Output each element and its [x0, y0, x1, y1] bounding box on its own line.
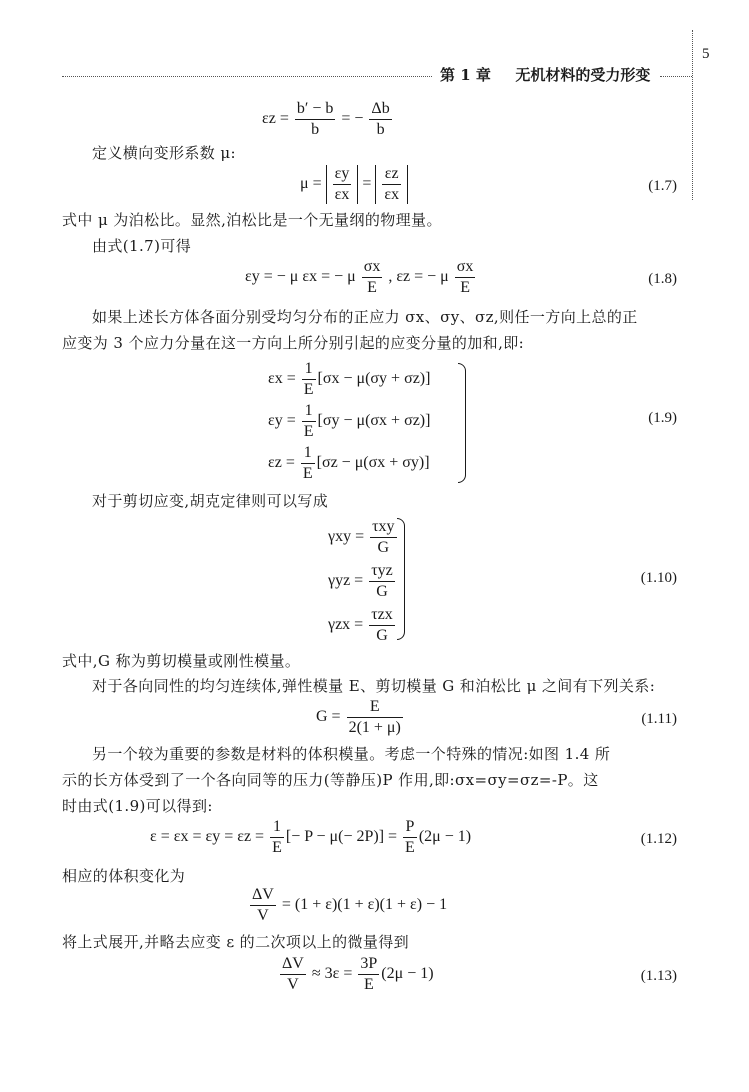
- equation-1-7: μ = $\frac{\varepsilon y}{\varepsilon x}$ = $\frac{\varepsilon z}{\varepsilon x}$: [300, 165, 408, 204]
- equation-1-8: εy = − μ εx = − μ $\frac{\sigma x}{E}$ , εz = − μ $\frac{\sigma x}{E}$: [245, 258, 474, 296]
- paragraph-text: 对于各向同性的均匀连续体,弹性模量 E、剪切模量 G 和泊松比 μ 之间有下列关系:: [92, 677, 656, 695]
- paragraph-text: 时由式(1.9)可以得到:: [62, 797, 213, 815]
- paragraph-text: 应变为 3 个应力分量在这一方向上所分别引起的应变分量的加和,即:: [62, 334, 525, 352]
- equation-1-10-yz: γyz = $\frac{\text{τyz}}{G}$: [328, 562, 393, 600]
- equation-1-12: ε = εx = εy = εz = $\frac{1}{E}$ [− P − μ(− 2P)] = $\frac{P}{E}$ (2μ − 1): [150, 818, 472, 856]
- equation-number: (1.10): [640, 570, 677, 586]
- paragraph-text: 将上式展开,并略去应变 ε 的二次项以上的微量得到: [62, 933, 410, 951]
- paragraph-text: 定义横向变形系数 μ:: [92, 144, 236, 162]
- equation-1-9-y: εy = $\frac{1}{E}$ [σy − μ(σx + σz)]: [268, 402, 431, 440]
- paragraph-text: 示的长方体受到了一个各向同等的压力(等静压)P 作用,即:σx=σy=σz=-P。这: [62, 771, 599, 789]
- chapter-label: 第 1 章: [440, 66, 491, 84]
- page-number: 5: [702, 46, 710, 62]
- margin-dotted-rule: [692, 30, 693, 200]
- equation-volume-change: $\frac{\Delta V}{V}$ = (1 + ε)(1 + ε)(1 + ε) − 1: [252, 886, 448, 924]
- equation-number: (1.13): [640, 968, 677, 984]
- paragraph-text: 对于剪切应变,胡克定律则可以写成: [92, 492, 329, 510]
- equation-1-9-x: εx = $\frac{1}{E}$ [σx − μ(σy + σz)]: [268, 360, 431, 398]
- equation-1-11: G = $\frac{E}{2(1 + \mu)}$: [316, 698, 401, 736]
- paragraph-text: 由式(1.7)可得: [92, 237, 192, 255]
- equation-number: (1.9): [648, 410, 677, 426]
- equation-number: (1.8): [648, 271, 677, 287]
- header-dotted-rule: [62, 76, 432, 77]
- paragraph-text: 另一个较为重要的参数是材料的体积模量。考虑一个特殊的情况:如图 1.4 所: [92, 745, 611, 763]
- equation-1-9-z: εz = $\frac{1}{E}$ [σz − μ(σx + σy)]: [268, 444, 430, 482]
- equation-ez: εz = $\frac{b' - b}{b}$ = − $\frac{\Delta b}{b}$: [262, 100, 390, 138]
- paragraph-text: 式中 μ 为泊松比。显然,泊松比是一个无量纲的物理量。: [62, 211, 442, 229]
- equation-1-10-xy: γxy = $\frac{\text{τxy}}{G}$: [328, 518, 395, 556]
- right-brace: [458, 363, 466, 483]
- right-brace: [397, 518, 405, 640]
- running-header: [440, 64, 650, 85]
- equation-1-13: $\frac{\Delta V}{V}$ ≈ 3ε = $\frac{3P}{E}$ (2μ − 1): [282, 955, 434, 993]
- equation-number: (1.11): [641, 711, 677, 727]
- equation-1-10-zx: γzx = $\frac{\text{τzx}}{G}$: [328, 606, 393, 644]
- paragraph-text: 相应的体积变化为: [62, 867, 186, 885]
- paragraph-text: 式中,G 称为剪切模量或刚性模量。: [62, 652, 301, 670]
- paragraph-text: 如果上述长方体各面分别受均匀分布的正应力 σx、σy、σz,则任一方向上总的正: [92, 308, 638, 326]
- chapter-title: 无机材料的受力形变: [515, 66, 651, 84]
- equation-number: (1.7): [648, 178, 677, 194]
- equation-number: (1.12): [640, 831, 677, 847]
- header-dotted-rule-right: [660, 76, 692, 77]
